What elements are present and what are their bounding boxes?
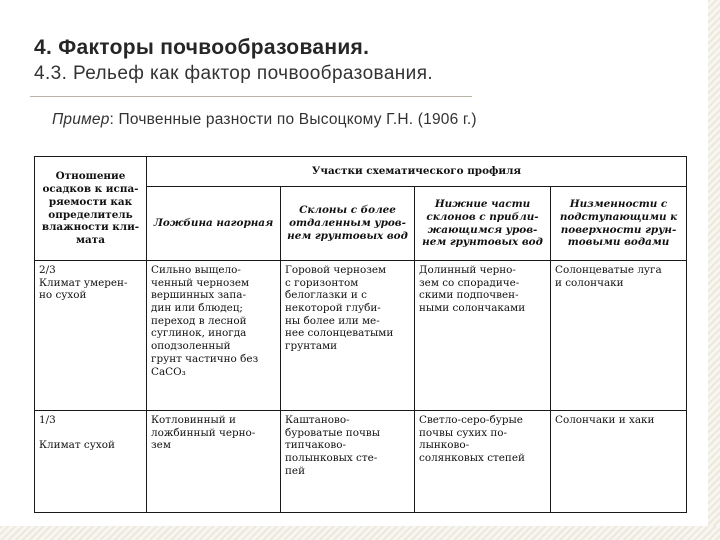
table-cell: Горовой чернозем с горизонтом белоглазки и с некоторой глуби- ны более или ме- нее солонцеватыми грунтами [281,261,415,411]
header-col-upper-slopes: Склоны с более отдаленным уров- нем грунтовых вод [281,187,415,261]
table-cell: Каштаново- буроватые почвы типчаково- полынковых сте- пей [281,411,415,513]
table-row [35,411,687,513]
slide-title: 4. Факторы почвообразования. [34,36,370,59]
example-caption [52,111,477,129]
header-col-lowlands: Низменности с подступающими к поверхности грун- товыми водами [551,187,687,261]
row-label: 1/3 Климат сухой [35,411,147,513]
table-cell: Долинный черно- зем со спорадиче- скими подпочвен- ными солончаками [415,261,551,411]
table-row [35,261,687,411]
table-header-row-1 [35,157,687,187]
table-cell: Котловинный и ложбинный черно- зем [147,411,281,513]
decorative-stripe-right [708,0,720,540]
table-cell: Солонцеватые луга и солончаки [551,261,687,411]
table-cell: Сильно выщело- ченный чернозем вершинных запа- дин или блюдец; переход в лесной суглинок, иногда оподзоленный грунт частично без CaCO₃ [147,261,281,411]
decorative-stripe-bottom [0,526,720,540]
slide-subtitle: 4.3. Рельеф как фактор почвообразования. [34,63,434,84]
title-divider [30,96,472,97]
table-cell: Светло-серо-бурые почвы сухих по- лынково- солянковых степей [415,411,551,513]
header-profile-sections: Участки схематического профиля [147,157,687,187]
table-cell: Солончаки и хаки [551,411,687,513]
header-col-upland-hollow: Ложбина нагорная [147,187,281,261]
header-climate-ratio: Отношение осадков к испа- ряемости как определитель влажности кли- мата [35,157,147,261]
example-text: : Почвенные разности по Высоцкому Г.Н. (1906 г.) [109,111,477,128]
example-label: Пример [52,111,110,128]
header-col-lower-slopes: Нижние части склонов с прибли- жающимся уров- нем грунтовых вод [415,187,551,261]
row-label: 2/3 Климат умерен- но сухой [35,261,147,411]
soil-table [34,156,687,513]
